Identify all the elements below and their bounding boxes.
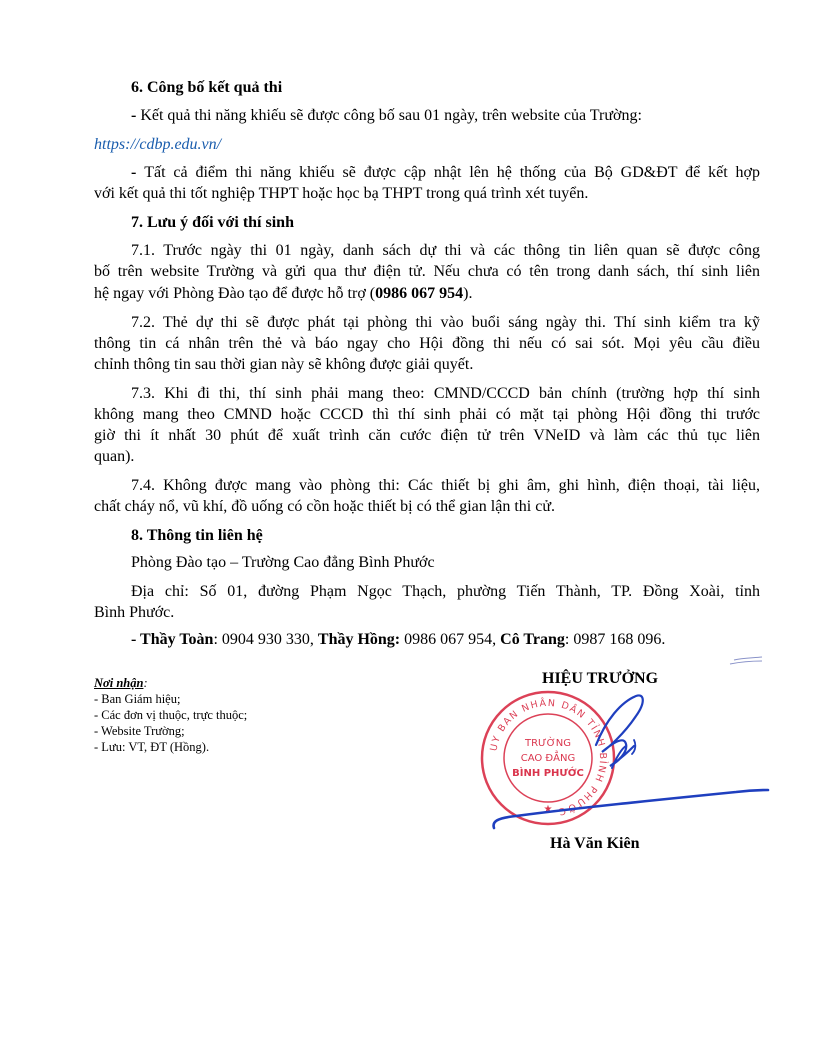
item-7-4-line-1: 7.4. Không được mang vào phòng thi: Các thiết bị ghi âm, ghi hình, điện thoại, tài liệu, bbox=[131, 477, 760, 494]
item-7-1-line-1: 7.1. Trước ngày thi 01 ngày, danh sách dự thi và các thông tin liên quan sẽ được công bbox=[131, 242, 760, 259]
website-link[interactable]: https://cdbp.edu.vn/ bbox=[94, 136, 222, 153]
stamp-line-2: CAO ĐẲNG bbox=[520, 753, 576, 764]
recipient-item: - Các đơn vị thuộc, trực thuộc; bbox=[94, 708, 248, 722]
item-7-2-line-1: 7.2. Thẻ dự thi sẽ được phát tại phòng thi vào buổi sáng ngày thi. Thí sinh kiểm tra kỹ bbox=[131, 314, 760, 331]
signatory-title: HIỆU TRƯỞNG bbox=[542, 670, 659, 687]
score-update-text: Tất cả điểm thi năng khiếu sẽ được cập nhật lên hệ thống của Bộ GD&ĐT để kết hợp bbox=[144, 164, 760, 181]
support-text: hệ ngay với Phòng Đào tạo để được hỗ trợ ( bbox=[94, 285, 376, 302]
item-7-3-line-4: quan). bbox=[94, 448, 135, 465]
section-6-paragraph-2-line-2: với kết quả thi tốt nghiệp THPT hoặc học bạ THPT trong quá trình xét tuyển. bbox=[94, 185, 589, 202]
handwritten-signature bbox=[486, 650, 776, 840]
recipients-label: Nơi nhận bbox=[94, 676, 144, 690]
contact-3-phone: : 0987 168 096. bbox=[564, 631, 666, 648]
item-7-3-line-2: không mang theo CMND hoặc CCCD thì thí sinh phải có mặt tại phòng Hội đồng thi trước bbox=[94, 406, 760, 423]
section-8-heading: 8. Thông tin liên hệ bbox=[131, 527, 263, 544]
item-7-3-line-3: giờ thi ít nhất 30 phút để xuất trình căn cước điện tử trên VNeID và làm các thủ tục liên bbox=[94, 427, 760, 444]
item-7-1-line-2: bố trên website Trường và gửi qua thư điện tử. Nếu chưa có tên trong danh sách, thí sinh liên bbox=[94, 263, 760, 280]
item-7-2-line-3: chỉnh thông tin sau thời gian này sẽ không được giải quyết. bbox=[94, 356, 474, 373]
contact-2-name: Thầy Hồng: bbox=[317, 631, 401, 648]
address-line-2: Bình Phước. bbox=[94, 604, 175, 621]
contact-2-phone: 0986 067 954, bbox=[400, 631, 501, 648]
bullet-dash: - bbox=[131, 164, 145, 181]
contact-line bbox=[131, 630, 665, 650]
support-phone: 0986 067 954 bbox=[375, 285, 464, 302]
item-7-3-line-1: 7.3. Khi đi thi, thí sinh phải mang theo: CMND/CCCD bản chính (trường hợp thí sinh bbox=[131, 385, 760, 402]
stamp-line-3: BÌNH PHƯỚC bbox=[512, 768, 584, 779]
recipients-colon: : bbox=[143, 676, 148, 690]
item-7-1-line-3 bbox=[94, 284, 472, 304]
recipient-item: - Ban Giám hiệu; bbox=[94, 692, 181, 706]
address-line-1: Địa chỉ: Số 01, đường Phạm Ngọc Thạch, phường Tiến Thành, TP. Đồng Xoài, tỉnh bbox=[131, 583, 760, 600]
result-announcement-text: Kết quả thi năng khiếu sẽ được công bố sau 01 ngày, trên website của Trường: bbox=[140, 107, 642, 124]
support-text-end: ). bbox=[463, 285, 473, 302]
stamp-line-1: TRƯỜNG bbox=[525, 738, 571, 749]
item-7-2-line-2: thông tin cá nhân trên thẻ và báo ngay cho Hội đồng thi nếu có sai sót. Mọi yêu cầu điều bbox=[94, 335, 760, 352]
signatory-name: Hà Văn Kiên bbox=[550, 835, 640, 852]
contact-3-name: Cô Trang bbox=[500, 631, 565, 648]
recipient-item: - Website Trường; bbox=[94, 724, 185, 738]
bullet-dash: - bbox=[131, 631, 141, 648]
section-7-heading: 7. Lưu ý đối với thí sinh bbox=[131, 214, 294, 231]
bullet-dash: - bbox=[131, 107, 141, 124]
recipient-item: - Lưu: VT, ĐT (Hồng). bbox=[94, 740, 210, 754]
contact-1-phone: : 0904 930 330, bbox=[213, 631, 318, 648]
section-6-heading: 6. Công bố kết quả thi bbox=[131, 79, 283, 96]
section-6-paragraph-1 bbox=[131, 106, 642, 126]
stamp-ring-text: UY BAN NHÂN DÂN TỈNH BÌNH PHƯỚC bbox=[488, 697, 609, 818]
section-6-paragraph-2-line-1 bbox=[131, 163, 760, 183]
item-7-4-line-2: chất cháy nổ, vũ khí, đồ uống có cồn hoặc thiết bị có thể gian lận thi cử. bbox=[94, 498, 555, 515]
department-name: Phòng Đào tạo – Trường Cao đẳng Bình Phước bbox=[131, 554, 435, 571]
contact-1-name: Thầy Toàn bbox=[140, 631, 214, 648]
stamp-star-icon: ★ bbox=[543, 804, 553, 815]
recipients-title bbox=[94, 676, 148, 691]
